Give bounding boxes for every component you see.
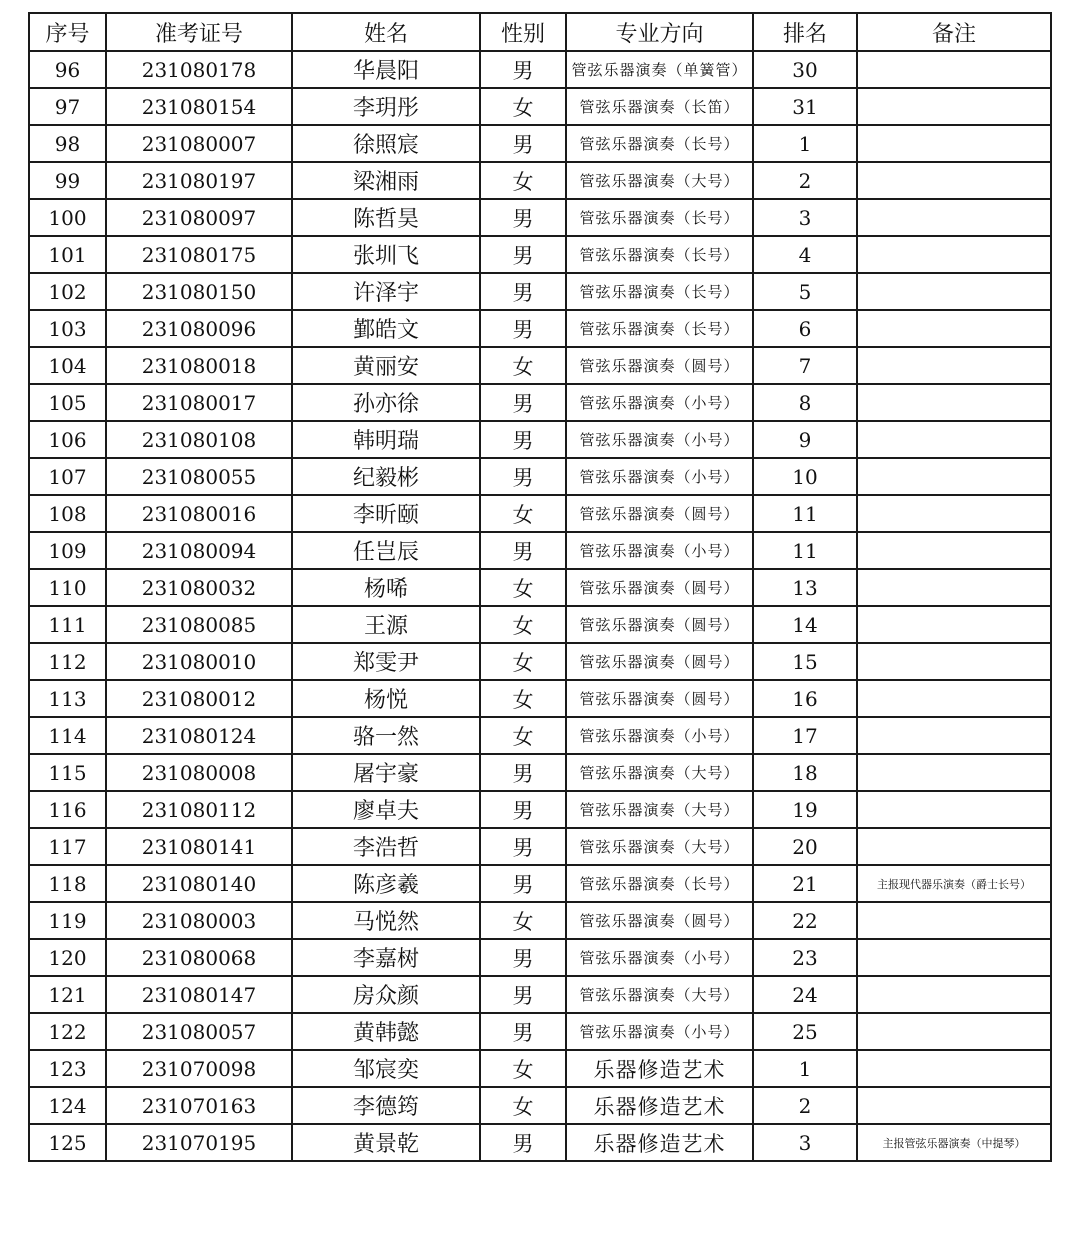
- cell-serial-number: 117: [29, 828, 106, 865]
- table-row: [29, 1050, 1051, 1087]
- cell-remarks: [857, 828, 1051, 865]
- cell-gender: 男: [480, 532, 566, 569]
- cell-serial-number: 119: [29, 902, 106, 939]
- cell-major: 管弦乐器演奏（大号）: [566, 976, 753, 1013]
- cell-remarks: [857, 421, 1051, 458]
- cell-remarks: 主报管弦乐器演奏（中提琴）: [857, 1124, 1051, 1161]
- cell-gender: 男: [480, 458, 566, 495]
- cell-major: 管弦乐器演奏（大号）: [566, 754, 753, 791]
- cell-serial-number: 112: [29, 643, 106, 680]
- cell-name: 郑雯尹: [292, 643, 480, 680]
- table-row: [29, 125, 1051, 162]
- table-row: [29, 273, 1051, 310]
- cell-rank: 19: [753, 791, 857, 828]
- cell-exam-id: 231080124: [106, 717, 292, 754]
- cell-major: 管弦乐器演奏（长号）: [566, 199, 753, 236]
- cell-rank: 14: [753, 606, 857, 643]
- cell-remarks: [857, 162, 1051, 199]
- cell-rank: 21: [753, 865, 857, 902]
- cell-gender: 女: [480, 495, 566, 532]
- table-row: [29, 532, 1051, 569]
- cell-major: 乐器修造艺术: [566, 1050, 753, 1087]
- cell-gender: 女: [480, 1050, 566, 1087]
- cell-gender: 男: [480, 939, 566, 976]
- cell-rank: 13: [753, 569, 857, 606]
- cell-remarks: [857, 717, 1051, 754]
- cell-rank: 31: [753, 88, 857, 125]
- cell-major: 管弦乐器演奏（大号）: [566, 791, 753, 828]
- header-rank: 排名: [753, 13, 857, 51]
- cell-rank: 16: [753, 680, 857, 717]
- cell-exam-id: 231080016: [106, 495, 292, 532]
- cell-name: 李浩哲: [292, 828, 480, 865]
- cell-serial-number: 118: [29, 865, 106, 902]
- cell-serial-number: 100: [29, 199, 106, 236]
- table-row: [29, 162, 1051, 199]
- cell-major: 管弦乐器演奏（小号）: [566, 717, 753, 754]
- cell-name: 鄞皓文: [292, 310, 480, 347]
- table-row: [29, 754, 1051, 791]
- cell-name: 屠宇豪: [292, 754, 480, 791]
- cell-rank: 22: [753, 902, 857, 939]
- cell-serial-number: 101: [29, 236, 106, 273]
- cell-major: 管弦乐器演奏（长号）: [566, 125, 753, 162]
- cell-serial-number: 123: [29, 1050, 106, 1087]
- cell-exam-id: 231080108: [106, 421, 292, 458]
- cell-exam-id: 231080032: [106, 569, 292, 606]
- cell-remarks: [857, 51, 1051, 88]
- table-row: [29, 1087, 1051, 1124]
- cell-rank: 23: [753, 939, 857, 976]
- table-row: [29, 495, 1051, 532]
- cell-major: 管弦乐器演奏（长号）: [566, 236, 753, 273]
- cell-rank: 6: [753, 310, 857, 347]
- cell-name: 黄韩懿: [292, 1013, 480, 1050]
- cell-exam-id: 231080068: [106, 939, 292, 976]
- cell-exam-id: 231080175: [106, 236, 292, 273]
- table-row: [29, 347, 1051, 384]
- table-row: [29, 717, 1051, 754]
- header-row: [29, 13, 1051, 51]
- table-row: [29, 458, 1051, 495]
- cell-serial-number: 106: [29, 421, 106, 458]
- cell-gender: 女: [480, 643, 566, 680]
- table-row: [29, 569, 1051, 606]
- cell-name: 陈彦羲: [292, 865, 480, 902]
- cell-gender: 男: [480, 828, 566, 865]
- cell-gender: 女: [480, 902, 566, 939]
- cell-major: 管弦乐器演奏（长号）: [566, 273, 753, 310]
- cell-major: 管弦乐器演奏（圆号）: [566, 606, 753, 643]
- cell-rank: 1: [753, 1050, 857, 1087]
- cell-serial-number: 104: [29, 347, 106, 384]
- cell-remarks: [857, 347, 1051, 384]
- cell-gender: 女: [480, 88, 566, 125]
- cell-name: 孙亦徐: [292, 384, 480, 421]
- cell-major: 管弦乐器演奏（小号）: [566, 939, 753, 976]
- cell-major: 管弦乐器演奏（小号）: [566, 384, 753, 421]
- cell-exam-id: 231080150: [106, 273, 292, 310]
- cell-serial-number: 108: [29, 495, 106, 532]
- cell-remarks: [857, 384, 1051, 421]
- table-row: [29, 199, 1051, 236]
- cell-serial-number: 125: [29, 1124, 106, 1161]
- cell-rank: 17: [753, 717, 857, 754]
- cell-exam-id: 231080154: [106, 88, 292, 125]
- cell-name: 李德筠: [292, 1087, 480, 1124]
- cell-serial-number: 124: [29, 1087, 106, 1124]
- cell-remarks: [857, 976, 1051, 1013]
- cell-remarks: [857, 458, 1051, 495]
- cell-remarks: [857, 310, 1051, 347]
- cell-remarks: [857, 88, 1051, 125]
- cell-gender: 男: [480, 421, 566, 458]
- cell-exam-id: 231080197: [106, 162, 292, 199]
- cell-rank: 5: [753, 273, 857, 310]
- cell-gender: 女: [480, 569, 566, 606]
- cell-major: 乐器修造艺术: [566, 1124, 753, 1161]
- cell-major: 管弦乐器演奏（圆号）: [566, 643, 753, 680]
- cell-exam-id: 231070195: [106, 1124, 292, 1161]
- table-row: [29, 310, 1051, 347]
- cell-serial-number: 109: [29, 532, 106, 569]
- cell-exam-id: 231080007: [106, 125, 292, 162]
- admission-roster-table: [28, 12, 1052, 1162]
- table-row: [29, 88, 1051, 125]
- cell-rank: 3: [753, 1124, 857, 1161]
- cell-name: 李玥彤: [292, 88, 480, 125]
- cell-major: 管弦乐器演奏（大号）: [566, 828, 753, 865]
- table-row: [29, 680, 1051, 717]
- cell-exam-id: 231080012: [106, 680, 292, 717]
- cell-serial-number: 121: [29, 976, 106, 1013]
- cell-gender: 男: [480, 754, 566, 791]
- cell-remarks: [857, 754, 1051, 791]
- cell-exam-id: 231080096: [106, 310, 292, 347]
- cell-serial-number: 107: [29, 458, 106, 495]
- cell-name: 张圳飞: [292, 236, 480, 273]
- cell-remarks: [857, 1087, 1051, 1124]
- cell-serial-number: 113: [29, 680, 106, 717]
- cell-exam-id: 231080097: [106, 199, 292, 236]
- table-header: [29, 13, 1051, 51]
- cell-gender: 男: [480, 199, 566, 236]
- cell-remarks: [857, 643, 1051, 680]
- cell-remarks: [857, 273, 1051, 310]
- cell-name: 徐照宸: [292, 125, 480, 162]
- cell-gender: 男: [480, 236, 566, 273]
- table-row: [29, 1124, 1051, 1161]
- cell-gender: 男: [480, 384, 566, 421]
- cell-serial-number: 120: [29, 939, 106, 976]
- cell-rank: 10: [753, 458, 857, 495]
- cell-remarks: [857, 569, 1051, 606]
- header-major: 专业方向: [566, 13, 753, 51]
- table-row: [29, 51, 1051, 88]
- cell-name: 纪毅彬: [292, 458, 480, 495]
- cell-name: 任岂辰: [292, 532, 480, 569]
- cell-major: 管弦乐器演奏（小号）: [566, 421, 753, 458]
- table-row: [29, 606, 1051, 643]
- cell-rank: 25: [753, 1013, 857, 1050]
- cell-major: 管弦乐器演奏（单簧管）: [566, 51, 753, 88]
- cell-serial-number: 97: [29, 88, 106, 125]
- cell-exam-id: 231080057: [106, 1013, 292, 1050]
- cell-serial-number: 105: [29, 384, 106, 421]
- cell-rank: 20: [753, 828, 857, 865]
- cell-gender: 女: [480, 162, 566, 199]
- cell-name: 邹宸奕: [292, 1050, 480, 1087]
- cell-serial-number: 114: [29, 717, 106, 754]
- cell-rank: 7: [753, 347, 857, 384]
- cell-gender: 女: [480, 347, 566, 384]
- cell-remarks: [857, 606, 1051, 643]
- cell-rank: 11: [753, 495, 857, 532]
- cell-exam-id: 231080140: [106, 865, 292, 902]
- cell-serial-number: 111: [29, 606, 106, 643]
- table-body: [29, 51, 1051, 1161]
- table-row: [29, 828, 1051, 865]
- cell-major: 管弦乐器演奏（小号）: [566, 1013, 753, 1050]
- cell-rank: 3: [753, 199, 857, 236]
- cell-exam-id: 231070163: [106, 1087, 292, 1124]
- cell-major: 管弦乐器演奏（小号）: [566, 532, 753, 569]
- cell-remarks: [857, 236, 1051, 273]
- table-row: [29, 791, 1051, 828]
- cell-remarks: [857, 1050, 1051, 1087]
- cell-rank: 1: [753, 125, 857, 162]
- cell-serial-number: 115: [29, 754, 106, 791]
- cell-exam-id: 231080112: [106, 791, 292, 828]
- cell-major: 管弦乐器演奏（圆号）: [566, 569, 753, 606]
- cell-name: 黄丽安: [292, 347, 480, 384]
- cell-gender: 女: [480, 680, 566, 717]
- cell-exam-id: 231080010: [106, 643, 292, 680]
- cell-name: 杨唏: [292, 569, 480, 606]
- cell-name: 陈哲昊: [292, 199, 480, 236]
- cell-rank: 2: [753, 1087, 857, 1124]
- cell-remarks: [857, 125, 1051, 162]
- cell-remarks: [857, 939, 1051, 976]
- header-name: 姓名: [292, 13, 480, 51]
- cell-serial-number: 99: [29, 162, 106, 199]
- cell-name: 华晨阳: [292, 51, 480, 88]
- cell-gender: 男: [480, 51, 566, 88]
- cell-rank: 2: [753, 162, 857, 199]
- cell-rank: 30: [753, 51, 857, 88]
- cell-major: 管弦乐器演奏（圆号）: [566, 680, 753, 717]
- cell-rank: 11: [753, 532, 857, 569]
- cell-exam-id: 231080008: [106, 754, 292, 791]
- cell-serial-number: 102: [29, 273, 106, 310]
- cell-major: 乐器修造艺术: [566, 1087, 753, 1124]
- cell-major: 管弦乐器演奏（长号）: [566, 310, 753, 347]
- cell-exam-id: 231080055: [106, 458, 292, 495]
- table-row: [29, 865, 1051, 902]
- cell-exam-id: 231080178: [106, 51, 292, 88]
- table-row: [29, 384, 1051, 421]
- cell-serial-number: 103: [29, 310, 106, 347]
- cell-exam-id: 231080017: [106, 384, 292, 421]
- cell-exam-id: 231070098: [106, 1050, 292, 1087]
- cell-gender: 女: [480, 717, 566, 754]
- cell-name: 许泽宇: [292, 273, 480, 310]
- header-gender: 性别: [480, 13, 566, 51]
- table-row: [29, 643, 1051, 680]
- cell-remarks: [857, 680, 1051, 717]
- cell-gender: 男: [480, 125, 566, 162]
- cell-rank: 15: [753, 643, 857, 680]
- cell-rank: 9: [753, 421, 857, 458]
- cell-gender: 男: [480, 310, 566, 347]
- cell-remarks: [857, 532, 1051, 569]
- table-row: [29, 1013, 1051, 1050]
- cell-name: 廖卓夫: [292, 791, 480, 828]
- cell-remarks: [857, 1013, 1051, 1050]
- cell-exam-id: 231080018: [106, 347, 292, 384]
- cell-gender: 男: [480, 976, 566, 1013]
- cell-rank: 4: [753, 236, 857, 273]
- cell-major: 管弦乐器演奏（圆号）: [566, 902, 753, 939]
- cell-serial-number: 116: [29, 791, 106, 828]
- cell-name: 李嘉树: [292, 939, 480, 976]
- cell-gender: 男: [480, 865, 566, 902]
- table-row: [29, 939, 1051, 976]
- cell-rank: 24: [753, 976, 857, 1013]
- cell-gender: 男: [480, 1124, 566, 1161]
- cell-name: 马悦然: [292, 902, 480, 939]
- cell-exam-id: 231080094: [106, 532, 292, 569]
- cell-major: 管弦乐器演奏（长号）: [566, 865, 753, 902]
- header-remarks: 备注: [857, 13, 1051, 51]
- cell-remarks: [857, 199, 1051, 236]
- cell-name: 骆一然: [292, 717, 480, 754]
- cell-exam-id: 231080141: [106, 828, 292, 865]
- cell-major: 管弦乐器演奏（大号）: [566, 162, 753, 199]
- cell-gender: 男: [480, 791, 566, 828]
- cell-remarks: 主报现代器乐演奏（爵士长号）: [857, 865, 1051, 902]
- cell-name: 梁湘雨: [292, 162, 480, 199]
- cell-major: 管弦乐器演奏（圆号）: [566, 347, 753, 384]
- cell-name: 韩明瑞: [292, 421, 480, 458]
- cell-remarks: [857, 791, 1051, 828]
- table-row: [29, 421, 1051, 458]
- header-serial-number: 序号: [29, 13, 106, 51]
- cell-name: 黄景乾: [292, 1124, 480, 1161]
- cell-name: 王源: [292, 606, 480, 643]
- cell-major: 管弦乐器演奏（圆号）: [566, 495, 753, 532]
- cell-exam-id: 231080003: [106, 902, 292, 939]
- cell-gender: 女: [480, 1087, 566, 1124]
- cell-name: 杨悦: [292, 680, 480, 717]
- cell-rank: 8: [753, 384, 857, 421]
- cell-name: 房众颜: [292, 976, 480, 1013]
- cell-remarks: [857, 902, 1051, 939]
- table-row: [29, 236, 1051, 273]
- cell-rank: 18: [753, 754, 857, 791]
- table-row: [29, 976, 1051, 1013]
- cell-major: 管弦乐器演奏（长笛）: [566, 88, 753, 125]
- cell-serial-number: 98: [29, 125, 106, 162]
- cell-exam-id: 231080085: [106, 606, 292, 643]
- cell-gender: 女: [480, 606, 566, 643]
- cell-gender: 男: [480, 1013, 566, 1050]
- cell-exam-id: 231080147: [106, 976, 292, 1013]
- cell-serial-number: 110: [29, 569, 106, 606]
- cell-remarks: [857, 495, 1051, 532]
- cell-major: 管弦乐器演奏（小号）: [566, 458, 753, 495]
- header-exam-id: 准考证号: [106, 13, 292, 51]
- cell-serial-number: 96: [29, 51, 106, 88]
- cell-gender: 男: [480, 273, 566, 310]
- table-row: [29, 902, 1051, 939]
- cell-name: 李昕颐: [292, 495, 480, 532]
- cell-serial-number: 122: [29, 1013, 106, 1050]
